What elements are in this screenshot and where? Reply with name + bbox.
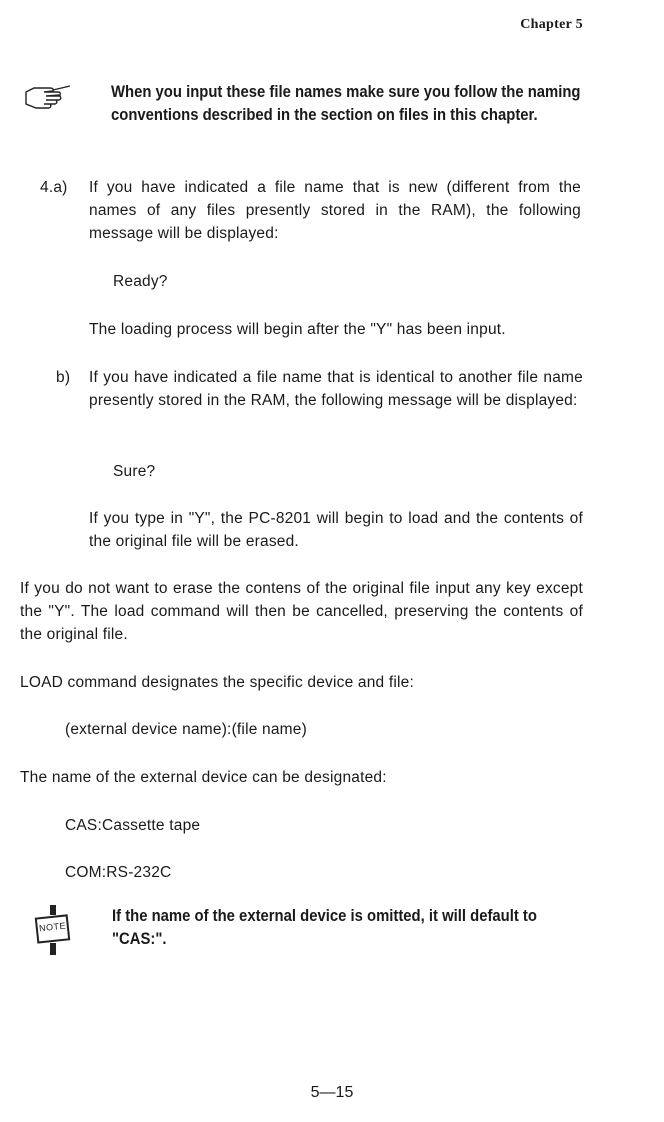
item-label: b) [56, 369, 71, 386]
note-text: When you input these file names make sure you follow the naming conventions described in the section on files in this chapter. [111, 83, 581, 124]
note-icon-label: NOTE [38, 920, 67, 934]
item-followup: If you type in "Y", the PC-8201 will begin to load and the contents of the original file will be erased. [89, 510, 583, 550]
note-text: If the name of the external device is omitted, it will default to "CAS:". [112, 907, 537, 948]
syntax-line: (external device name):(file name) [65, 721, 307, 738]
pointing-hand-icon [24, 80, 72, 119]
prompt-text: Ready? [113, 273, 168, 290]
page-number: 5—15 [310, 1084, 354, 1101]
item-text: If you have indicated a file name that is identical to another file name presently stored in the RAM, the following message will be displayed: [89, 369, 583, 409]
item-label: 4.a) [40, 179, 68, 196]
item-followup: The loading process will begin after the "Y" has been input. [89, 321, 506, 338]
prompt-text: Sure? [113, 463, 156, 480]
device-item: COM:RS-232C [65, 864, 172, 881]
note-pin-icon [34, 905, 72, 957]
chapter-header: Chapter 5 [520, 17, 583, 32]
paragraph: If you do not want to erase the contens of the original file input any key except the "Y". The load command will then be cancelled, preserving the contents of the original file. [20, 580, 583, 643]
paragraph: The name of the external device can be designated: [20, 769, 387, 786]
item-text: If you have indicated a file name that is new (different from the names of any files presently stored in the RAM), the following message will be displayed: [89, 179, 581, 242]
paragraph: LOAD command designates the specific device and file: [20, 674, 414, 691]
device-item: CAS:Cassette tape [65, 817, 201, 834]
